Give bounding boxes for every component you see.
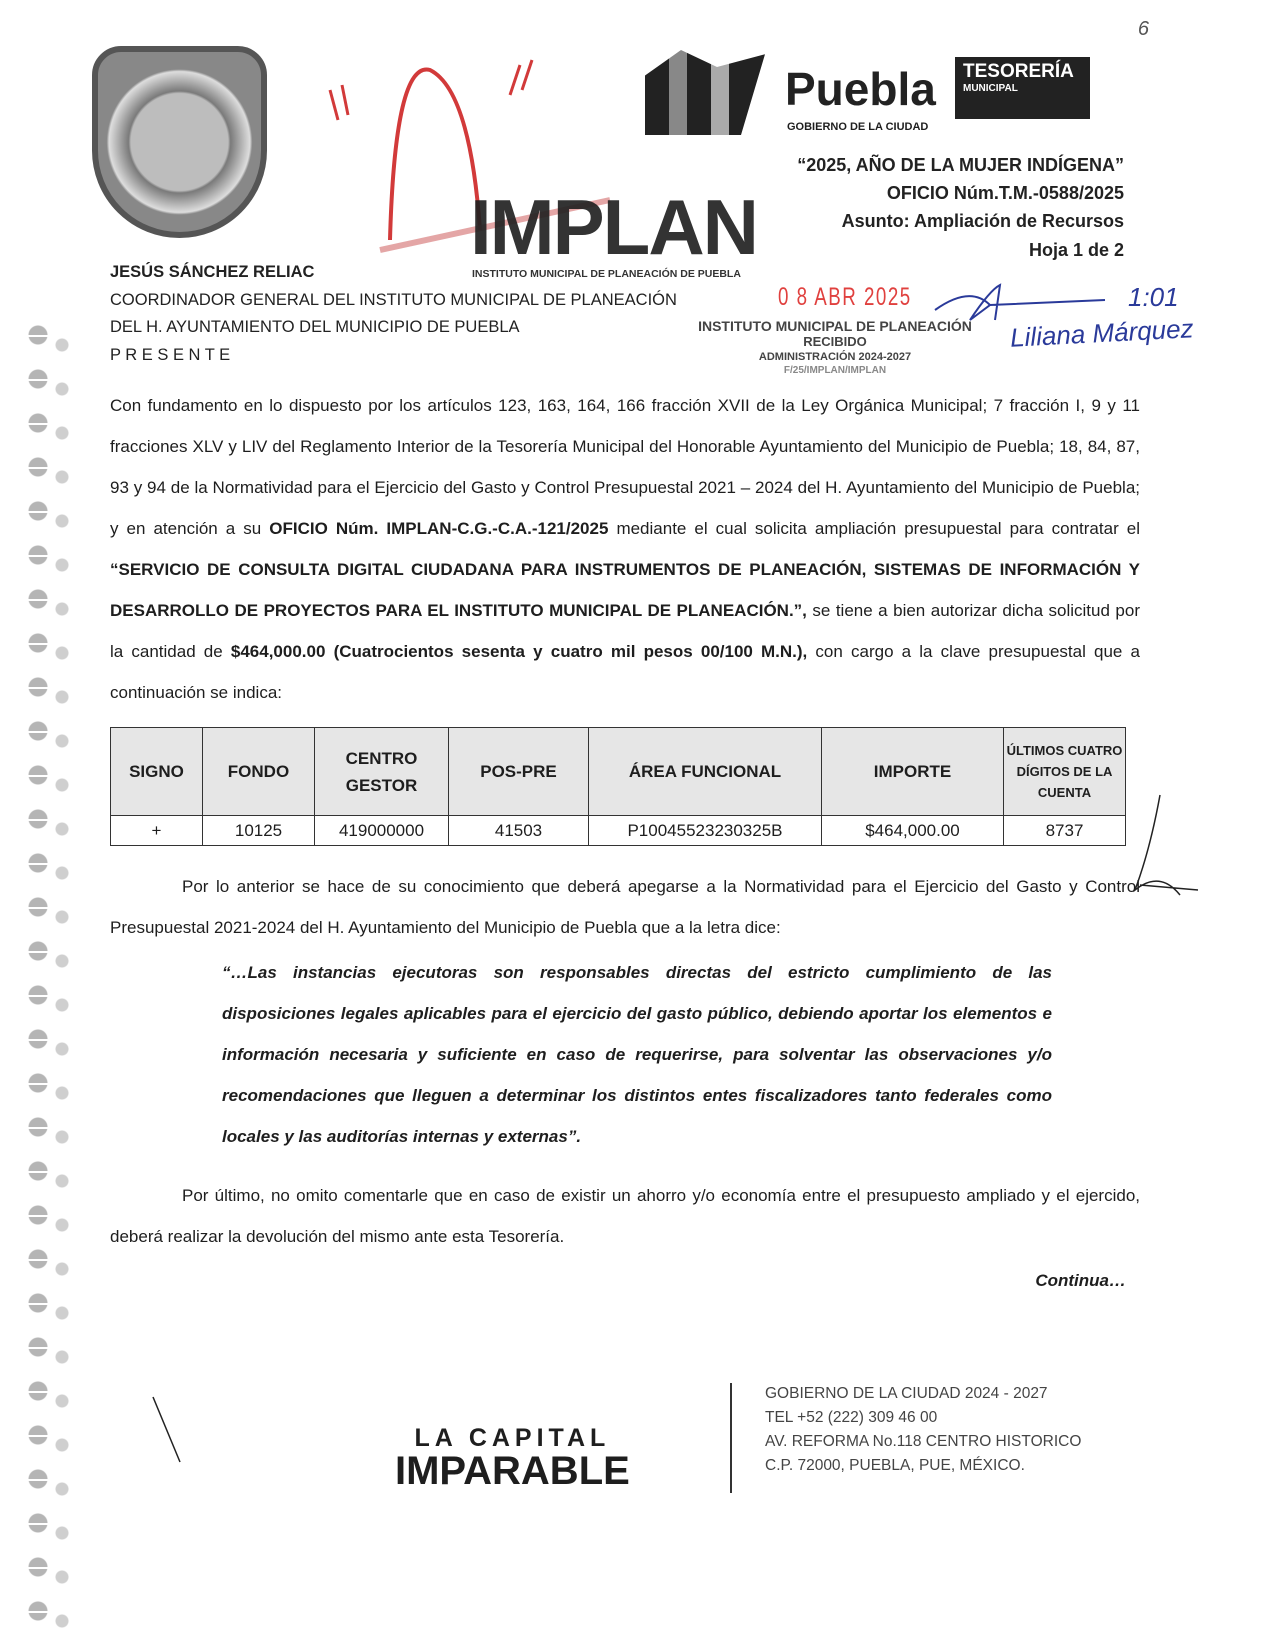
stamp-line-3: ADMINISTRACIÓN 2024-2027 xyxy=(758,351,912,363)
slogan-line-2: IMPARABLE xyxy=(395,1449,630,1493)
stamp-line-2: RECIBIDO xyxy=(803,334,867,349)
pen-mark xyxy=(148,1392,188,1472)
initials-signature xyxy=(1120,790,1200,910)
budget-table xyxy=(110,727,1126,846)
capital-imparable-logo xyxy=(395,1424,630,1493)
page-number: 6 xyxy=(1137,18,1149,40)
city-seal xyxy=(92,46,267,238)
col-pos-pre: POS-PRE xyxy=(449,728,589,816)
page-count: Hoja 1 de 2 xyxy=(1028,240,1124,260)
stamp-line-1: INSTITUTO MUNICIPAL DE PLANEACIÓN xyxy=(698,318,972,334)
col-centro-gestor: CENTRO GESTOR xyxy=(315,728,449,816)
subject: Asunto: Ampliación de Recursos xyxy=(841,211,1124,231)
col-area-funcional: ÁREA FUNCIONAL xyxy=(589,728,822,816)
implan-stamp-logo: IMPLAN xyxy=(470,183,757,271)
quote: “…Las instancias ejecutoras son responsables directas del estricto cumplimiento de las disposiciones legales aplicables para el ejercicio del gasto público, debiendo aportar los elementos e información necesaria y suficiente en caso de requerirse, para solventar las observaciones y/o recomendaciones que lleguen a determinar los distintos entes fiscalizadores tanto federales como locales y las auditorías internas y externas”. xyxy=(222,963,1052,1146)
table-row: + 10125 419000000 41503 P10045523230325B $464,000.00 8737 xyxy=(111,816,1126,846)
implan-stamp-sub: INSTITUTO MUNICIPAL DE PLANEACIÓN DE PUEBLA xyxy=(472,268,741,280)
footer-divider xyxy=(730,1383,732,1493)
col-signo: SIGNO xyxy=(111,728,203,816)
received-date-stamp: 0 8 ABR 2025 xyxy=(778,283,912,311)
logo-name: Puebla xyxy=(785,63,936,115)
recipient-title-2: DEL H. AYUNTAMIENTO DEL MUNICIPIO DE PUEBLA xyxy=(110,318,520,336)
logo-dept: TESORERÍA xyxy=(963,61,1074,82)
logo-sub: GOBIERNO DE LA CIUDAD xyxy=(787,121,929,133)
recipient-name: JESÚS SÁNCHEZ RELIAC xyxy=(110,263,315,281)
year-motto: “2025, AÑO DE LA MUJER INDÍGENA” xyxy=(797,155,1124,175)
footer-address: GOBIERNO DE LA CIUDAD 2024 - 2027 TEL +52 (222) 309 46 00 AV. REFORMA No.118 CENTRO HISTORICO C.P. 72000, PUEBLA, PUE, MÉXICO. xyxy=(765,1385,1082,1474)
slogan-line-1: LA CAPITAL xyxy=(414,1424,611,1452)
continua: Continua… xyxy=(1035,1271,1126,1290)
logo-dept-sub: MUNICIPAL xyxy=(963,83,1018,94)
col-ultimos-digitos: ÚLTIMOS CUATRO DÍGITOS DE LA CUENTA xyxy=(1004,728,1126,816)
receipt-time: 1:01 xyxy=(1128,282,1179,312)
puebla-logo xyxy=(645,45,1090,140)
col-importe: IMPORTE xyxy=(822,728,1004,816)
oficio-number: OFICIO Núm.T.M.-0588/2025 xyxy=(886,183,1124,203)
receiver-name: Liliana Márquez xyxy=(1009,313,1195,353)
presente: P R E S E N T E xyxy=(110,346,231,364)
main-body xyxy=(110,385,1140,1291)
paragraph-3: Por último, no omito comentarle que en caso de existir un ahorro y/o economía entre el presupuesto ampliado y el ejercido, deberá realizar la devolución del mismo ante esta Tesorería. xyxy=(110,1186,1140,1246)
recipient-title-1: COORDINADOR GENERAL DEL INSTITUTO MUNICIPAL DE PLANEACIÓN xyxy=(110,291,677,309)
paragraph-main: Con fundamento en lo dispuesto por los artículos 123, 163, 164, 166 fracción XVII de la Ley Orgánica Municipal; 7 fracción I, 9 y 11 fracciones XLV y LIV del Reglamento Interior de la Tesorería Municipal del Honorable Ayuntamiento del Municipio de Puebla; 18, 84, 87, 93 y 94 de la Normatividad para el Ejercicio del Gasto y Control Presupuestal 2021 – 2024 del H. Ayuntamiento del Municipio de Puebla; y en atención a su OFICIO Núm. IMPLAN-C.G.-C.A.-121/2025 mediante el cual solicita ampliación presupuestal para contratar el “SERVICIO DE CONSULTA DIGITAL CIUDADANA PARA INSTRUMENTOS DE PLANEACIÓN, SISTEMAS DE INFORMACIÓN Y DESARROLLO DE PROYECTOS PARA EL INSTITUTO MUNICIPAL DE PLANEACIÓN.”, se tiene a bien autorizar dicha solicitud por la cantidad de $464,000.00 (Cuatrocientos sesenta y cuatro mil pesos 00/100 M.N.), con cargo a la clave presupuestal que a continuación se indica: xyxy=(110,396,1140,702)
col-fondo: FONDO xyxy=(203,728,315,816)
paragraph-2: Por lo anterior se hace de su conocimiento que deberá apegarse a la Normatividad para el Ejercicio del Gasto y Control Presupuestal 2021-2024 del H. Ayuntamiento del Municipio de Puebla que a la letra dice: xyxy=(110,877,1140,937)
table-header-row xyxy=(111,728,1126,816)
decorative-border xyxy=(18,315,78,1640)
stamp-line-4: F/25/IMPLAN/IMPLAN xyxy=(783,365,887,376)
